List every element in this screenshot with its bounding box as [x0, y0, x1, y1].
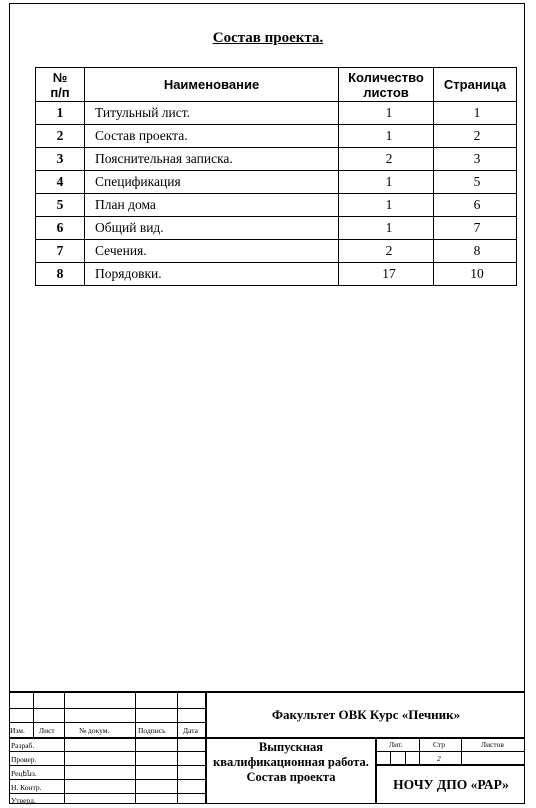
page-number-value: 2 — [437, 754, 441, 763]
table-row — [36, 125, 517, 148]
header-num: № п/п — [36, 68, 85, 102]
cell-page: 10 — [434, 263, 517, 286]
cell-sheets: 2 — [339, 240, 434, 263]
cell-num: 7 — [36, 240, 85, 263]
organization-name: НОЧУ ДПО «РАР» — [393, 777, 509, 792]
cell-sheets: 1 — [339, 194, 434, 217]
cell-page: 7 — [434, 217, 517, 240]
label-izm: Изм. — [10, 726, 25, 735]
faculty-title: Факультет ОВК Курс «Печник» — [271, 707, 461, 722]
contents-table — [35, 67, 517, 286]
table-row — [36, 194, 517, 217]
cell-page: 5 — [434, 171, 517, 194]
cell-num: 3 — [36, 148, 85, 171]
title-block-stamp — [9, 691, 525, 804]
cell-page: 1 — [434, 102, 517, 125]
cell-sheets: 1 — [339, 217, 434, 240]
label-listov: Листов — [481, 740, 504, 749]
cell-num: 1 — [36, 102, 85, 125]
label-signature: Подпись — [138, 726, 166, 735]
work-title: Выпускная квалификационная работа. Состав проекта — [213, 740, 369, 784]
header-sheets: Количество листов — [339, 68, 434, 102]
cell-name: Пояснительная записка. — [85, 148, 339, 171]
table-header-row — [36, 68, 517, 102]
table-row — [36, 102, 517, 125]
role-razrab: Разраб. — [11, 741, 35, 750]
cell-num: 8 — [36, 263, 85, 286]
cell-num: 6 — [36, 217, 85, 240]
cell-num: 4 — [36, 171, 85, 194]
cell-sheets: 1 — [339, 125, 434, 148]
cell-page: 6 — [434, 194, 517, 217]
cell-num: 2 — [36, 125, 85, 148]
label-doc-num: № докум. — [79, 726, 110, 735]
table-row — [36, 171, 517, 194]
cell-name: Общий вид. — [85, 217, 339, 240]
cell-page: 8 — [434, 240, 517, 263]
cell-name: Сечения. — [85, 240, 339, 263]
header-name: Наименование — [85, 68, 339, 102]
label-str: Стр — [433, 740, 446, 749]
cell-sheets: 2 — [339, 148, 434, 171]
header-page: Страница — [434, 68, 517, 102]
cell-sheets: 1 — [339, 171, 434, 194]
cell-page: 3 — [434, 148, 517, 171]
role-recenz: Рецենз. — [11, 769, 37, 778]
label-list: Лист — [39, 726, 55, 735]
role-utverd: Утверд. — [11, 796, 36, 805]
cell-name: План дома — [85, 194, 339, 217]
role-prover: Провер. — [11, 755, 37, 764]
cell-num: 5 — [36, 194, 85, 217]
cell-name: Титульный лист. — [85, 102, 339, 125]
label-date: Дата — [183, 726, 198, 735]
cell-sheets: 17 — [339, 263, 434, 286]
cell-name: Состав проекта. — [85, 125, 339, 148]
role-n-kontr: Н. Контр. — [11, 783, 42, 792]
cell-name: Порядовки. — [85, 263, 339, 286]
cell-name: Спецификация — [85, 171, 339, 194]
label-lit: Лит. — [389, 740, 403, 749]
cell-page: 2 — [434, 125, 517, 148]
table-row — [36, 263, 517, 286]
table-row — [36, 240, 517, 263]
table-row — [36, 217, 517, 240]
page-title: Состав проекта. — [212, 30, 324, 46]
table-row — [36, 148, 517, 171]
cell-sheets: 1 — [339, 102, 434, 125]
